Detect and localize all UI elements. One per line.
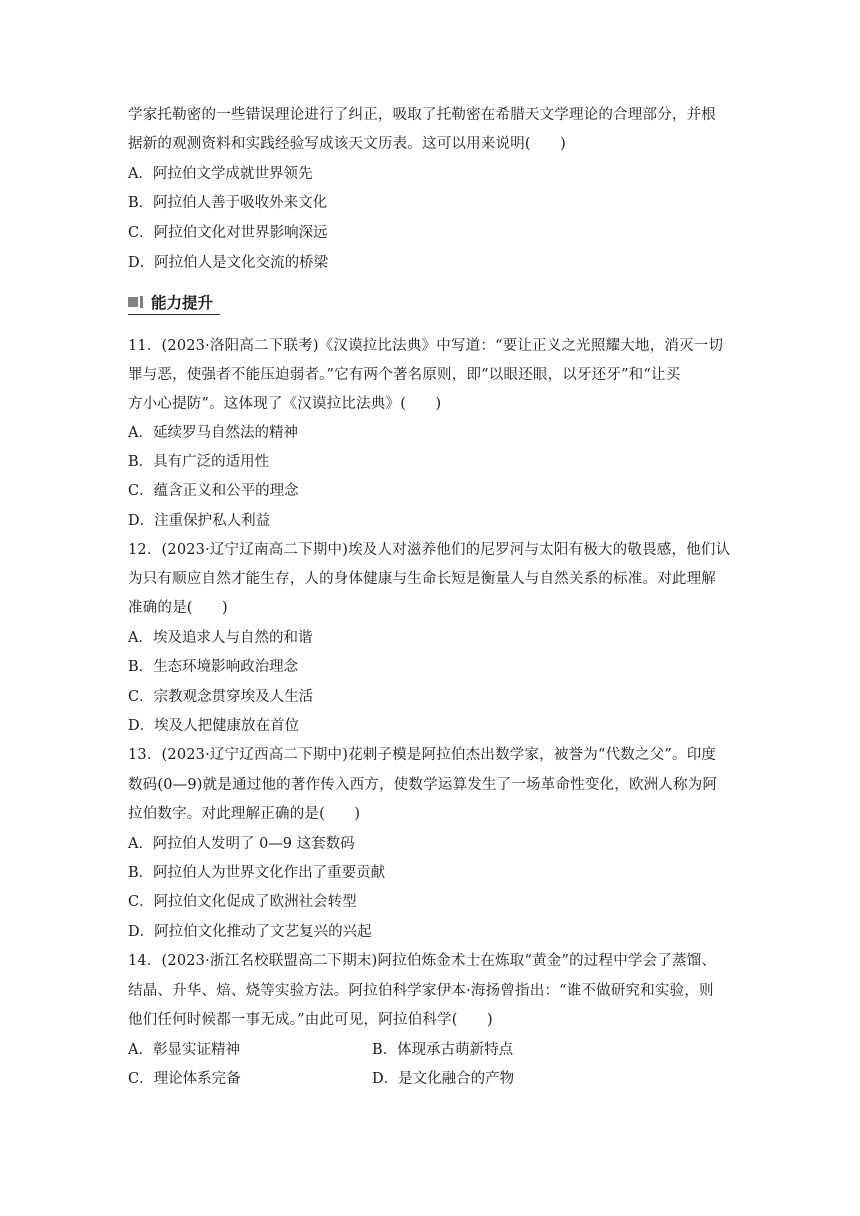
q11-line-2: 罪与恶，使强者不能压迫弱者。”它有两个著名原则，即“以眼还眼，以牙还牙”和“让买 [128, 367, 681, 383]
q14-line-2: 结晶、升华、焙、烧等实验方法。阿拉伯科学家伊本·海扬曾指出：“谁不做研究和实验，则 [128, 983, 714, 999]
q12-option-b: B．生态环境影响政治理念 [128, 659, 299, 675]
q14-line-3: 他们任何时候都一事无成。”由此可见，阿拉伯科学( ) [128, 1012, 493, 1028]
q13-option-b: B．阿拉伯人为世界文化作出了重要贡献 [128, 865, 386, 881]
section-heading [128, 290, 213, 314]
q14-option-a: A．彰显实证精神 [128, 1042, 240, 1058]
q11-option-b: B．具有广泛的适用性 [128, 454, 270, 470]
intro-line-2: 据新的观测资料和实践经验写成该天文历表。这可以用来说明( ) [128, 136, 567, 152]
q12-line-3: 准确的是( ) [128, 600, 228, 616]
q14-option-d: D．是文化融合的产物 [372, 1071, 515, 1087]
q11-line-3: 方小心提防”。这体现了《汉谟拉比法典》( ) [128, 396, 442, 412]
section-title: 能力提升 [151, 294, 214, 312]
section-underline [128, 314, 220, 315]
intro-line-1: 学家托勒密的一些错误理论进行了纠正，吸取了托勒密在希腊天文学理论的合理部分，并根 [128, 107, 716, 123]
q14-option-c: C．理论体系完备 [128, 1071, 241, 1087]
q12-line-2: 为只有顺应自然才能生存，人的身体健康与生命长短是衡量人与自然关系的标准。对此理解 [128, 571, 716, 587]
q13-option-a: A．阿拉伯人发明了 0—9 这套数码 [128, 836, 355, 852]
intro-option-c: C．阿拉伯文化对世界影响深远 [128, 225, 328, 241]
q12-option-c: C．宗教观念贯穿埃及人生活 [128, 689, 314, 705]
q13-option-d: D．阿拉伯文化推动了文艺复兴的兴起 [128, 924, 372, 940]
q13-line-1: 13．(2023·辽宁辽西高二下期中)花剌子模是阿拉伯杰出数学家，被誉为“代数之父”。印度 [128, 747, 717, 763]
q12-option-d: D．埃及人把健康放在首位 [128, 718, 300, 734]
q11-option-c: C．蕴含正义和公平的理念 [128, 483, 299, 499]
q11-line-1: 11．(2023·洛阳高二下联考)《汉谟拉比法典》中写道：“要让正义之光照耀大地，消灭一切 [128, 338, 724, 354]
q12-line-1: 12．(2023·辽宁辽南高二下期中)埃及人对滋养他们的尼罗河与太阳有极大的敬畏感，他们认 [128, 542, 731, 558]
q11-option-d: D．注重保护私人利益 [128, 513, 271, 529]
q11-option-a: A．延续罗马自然法的精神 [128, 425, 298, 441]
q12-option-a: A．埃及追求人与自然的和谐 [128, 630, 313, 646]
q13-line-2: 数码(0—9)就是通过他的著作传入西方，使数学运算发生了一场革命性变化，欧洲人称为阿 [128, 777, 718, 793]
q14-option-b: B．体现承古萌新特点 [372, 1042, 514, 1058]
intro-option-d: D．阿拉伯人是文化交流的桥梁 [128, 255, 329, 271]
q13-line-3: 拉伯数字。对此理解正确的是( ) [128, 806, 361, 822]
section-bar-icon [140, 296, 143, 308]
intro-option-b: B．阿拉伯人善于吸收外来文化 [128, 195, 328, 211]
intro-option-a: A．阿拉伯文学成就世界领先 [128, 166, 313, 182]
q14-line-1: 14．(2023·浙江名校联盟高二下期末)阿拉伯炼金术士在炼取“黄金”的过程中学会了蒸馏、 [128, 953, 717, 969]
q13-option-c: C．阿拉伯文化促成了欧洲社会转型 [128, 894, 357, 910]
section-square-icon [128, 297, 138, 307]
